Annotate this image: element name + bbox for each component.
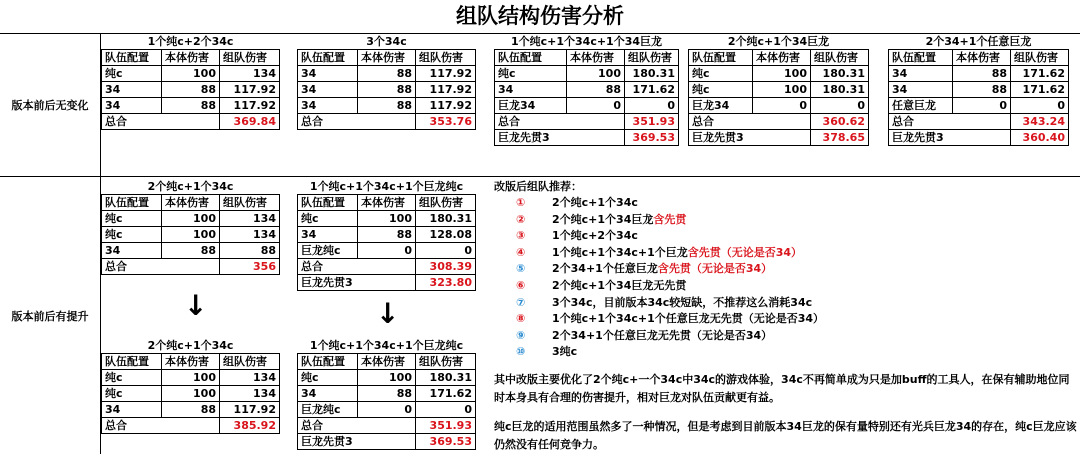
base-damage-cell: 0 bbox=[567, 98, 625, 114]
team-member-cell: 34 bbox=[298, 98, 358, 114]
extra-value: 369.53 bbox=[625, 130, 679, 146]
base-damage-cell: 88 bbox=[162, 402, 220, 418]
item-text: 2个纯c+1个34c bbox=[552, 196, 638, 209]
column-header: 队伍配置 bbox=[298, 50, 358, 66]
base-damage-cell: 100 bbox=[358, 211, 416, 227]
table-row bbox=[102, 370, 280, 386]
table-row bbox=[495, 98, 679, 114]
column-header: 组队伤害 bbox=[1011, 50, 1069, 66]
column-header: 本体伤害 bbox=[358, 50, 416, 66]
total-value: 385.92 bbox=[220, 418, 280, 434]
item-text: 1个纯c+2个34c bbox=[552, 229, 638, 243]
table-row bbox=[298, 402, 476, 418]
team-member-cell: 34 bbox=[495, 82, 567, 98]
team-damage-cell: 171.62 bbox=[1011, 82, 1069, 98]
table-caption: 2个纯c+1个34巨龙 bbox=[689, 34, 869, 50]
column-header: 队伍配置 bbox=[495, 50, 567, 66]
table-row bbox=[298, 211, 476, 227]
extra-value: 369.53 bbox=[416, 434, 476, 450]
row-divider bbox=[0, 176, 1080, 177]
item-number: ⑤ bbox=[516, 262, 526, 276]
table-row bbox=[889, 82, 1069, 98]
total-label: 总合 bbox=[889, 114, 1011, 130]
item-text: 3个34c，目前版本34c较短缺，不推荐这么消耗34c bbox=[552, 295, 813, 309]
column-header: 本体伤害 bbox=[953, 50, 1011, 66]
table-caption: 1个纯c+2个34c bbox=[102, 34, 280, 50]
table-row bbox=[298, 386, 476, 402]
base-damage-cell: 88 bbox=[162, 82, 220, 98]
table-row bbox=[889, 66, 1069, 82]
team-member-cell: 34 bbox=[298, 66, 358, 82]
recommendation-item bbox=[516, 311, 824, 328]
down-arrow-icon: ↓ bbox=[184, 289, 208, 322]
base-damage-cell: 88 bbox=[162, 98, 220, 114]
base-damage-cell: 88 bbox=[358, 227, 416, 243]
table-row bbox=[102, 402, 280, 418]
table-row bbox=[102, 243, 280, 259]
total-row bbox=[102, 418, 280, 434]
base-damage-cell: 0 bbox=[358, 402, 416, 418]
recommendation-item bbox=[516, 228, 824, 245]
item-text: 2个纯c+1个34巨龙 bbox=[552, 212, 654, 226]
base-damage-cell: 100 bbox=[162, 386, 220, 402]
table-caption: 2个纯c+1个34c bbox=[102, 179, 280, 195]
team-damage-cell: 0 bbox=[811, 98, 869, 114]
item-number: ⑨ bbox=[516, 328, 526, 342]
damage-table bbox=[688, 34, 869, 146]
total-label: 总合 bbox=[298, 259, 416, 275]
down-arrow-icon: ↓ bbox=[376, 297, 400, 330]
total-value: 351.93 bbox=[625, 114, 679, 130]
team-member-cell: 纯c bbox=[102, 211, 162, 227]
team-member-cell: 任意巨龙 bbox=[889, 98, 953, 114]
damage-table bbox=[101, 338, 280, 434]
team-damage-cell: 171.62 bbox=[625, 82, 679, 98]
team-member-cell: 34 bbox=[102, 243, 162, 259]
item-text: 2个34+1个任意巨龙 bbox=[552, 262, 658, 276]
row-label-improved: 版本前后有提升 bbox=[0, 177, 101, 454]
extra-row bbox=[889, 130, 1069, 146]
team-damage-cell: 180.31 bbox=[811, 82, 869, 98]
base-damage-cell: 100 bbox=[162, 370, 220, 386]
team-damage-cell: 117.92 bbox=[416, 66, 476, 82]
team-damage-cell: 171.62 bbox=[1011, 66, 1069, 82]
recommendation-list bbox=[516, 195, 824, 361]
item-number: ② bbox=[516, 212, 526, 226]
team-member-cell: 34 bbox=[298, 386, 358, 402]
total-row bbox=[298, 259, 476, 275]
extra-label: 巨龙先贯3 bbox=[298, 275, 416, 291]
base-damage-cell: 100 bbox=[567, 66, 625, 82]
team-member-cell: 34 bbox=[102, 82, 162, 98]
team-damage-cell: 117.92 bbox=[416, 98, 476, 114]
column-header: 组队伤害 bbox=[220, 50, 280, 66]
row-label-unchanged: 版本前后无变化 bbox=[0, 34, 101, 176]
column-header: 本体伤害 bbox=[358, 354, 416, 370]
table-row bbox=[298, 243, 476, 259]
team-damage-cell: 0 bbox=[416, 402, 476, 418]
damage-table bbox=[888, 34, 1069, 146]
column-header: 组队伤害 bbox=[625, 50, 679, 66]
total-value: 369.84 bbox=[220, 114, 280, 130]
item-number: ⑩ bbox=[516, 345, 526, 359]
damage-table bbox=[297, 338, 476, 450]
recommendation-item bbox=[516, 261, 824, 278]
recommendation-item bbox=[516, 344, 824, 361]
total-label: 总合 bbox=[298, 114, 416, 130]
table-row bbox=[298, 370, 476, 386]
base-damage-cell: 100 bbox=[358, 370, 416, 386]
damage-table bbox=[297, 179, 476, 291]
item-highlight: 含先贯 bbox=[653, 212, 687, 226]
team-member-cell: 34 bbox=[102, 402, 162, 418]
team-member-cell: 巨龙34 bbox=[689, 98, 753, 114]
item-text: 1个纯c+1个34c+1个巨龙 bbox=[552, 245, 688, 259]
column-header: 本体伤害 bbox=[567, 50, 625, 66]
column-header: 本体伤害 bbox=[162, 354, 220, 370]
table-caption: 1个纯c+1个34c+1个巨龙纯c bbox=[298, 338, 476, 354]
item-text: 3纯c bbox=[552, 345, 578, 359]
table-row bbox=[495, 66, 679, 82]
team-damage-cell: 180.31 bbox=[625, 66, 679, 82]
base-damage-cell: 88 bbox=[162, 243, 220, 259]
extra-label: 巨龙先贯3 bbox=[495, 130, 625, 146]
team-member-cell: 34 bbox=[889, 66, 953, 82]
column-header: 队伍配置 bbox=[102, 354, 162, 370]
column-header: 队伍配置 bbox=[102, 50, 162, 66]
total-row bbox=[298, 418, 476, 434]
team-member-cell: 纯c bbox=[298, 211, 358, 227]
column-header: 队伍配置 bbox=[889, 50, 953, 66]
table-row bbox=[102, 227, 280, 243]
team-member-cell: 纯c bbox=[102, 66, 162, 82]
total-row bbox=[889, 114, 1069, 130]
item-number: ④ bbox=[516, 245, 526, 259]
team-damage-cell: 180.31 bbox=[416, 370, 476, 386]
base-damage-cell: 88 bbox=[567, 82, 625, 98]
item-number: ⑥ bbox=[516, 278, 526, 292]
team-member-cell: 纯c bbox=[102, 386, 162, 402]
item-highlight: 含先贯（无论是否34） bbox=[687, 245, 803, 259]
recommendation-title: 改版后组队推荐： bbox=[494, 180, 582, 193]
team-damage-cell: 117.92 bbox=[220, 98, 280, 114]
total-value: 356 bbox=[220, 259, 280, 275]
total-label: 总合 bbox=[495, 114, 625, 130]
team-damage-cell: 88 bbox=[220, 243, 280, 259]
team-member-cell: 34 bbox=[889, 82, 953, 98]
damage-table bbox=[101, 34, 280, 130]
team-member-cell: 纯c bbox=[298, 370, 358, 386]
column-header: 队伍配置 bbox=[689, 50, 753, 66]
base-damage-cell: 88 bbox=[358, 82, 416, 98]
team-member-cell: 34 bbox=[298, 227, 358, 243]
recommendation-item bbox=[516, 212, 824, 229]
column-header: 本体伤害 bbox=[162, 50, 220, 66]
total-label: 总合 bbox=[689, 114, 811, 130]
team-damage-cell: 134 bbox=[220, 386, 280, 402]
team-damage-cell: 0 bbox=[1011, 98, 1069, 114]
item-number: ③ bbox=[516, 229, 526, 243]
team-damage-cell: 171.62 bbox=[416, 386, 476, 402]
column-header: 组队伤害 bbox=[416, 50, 476, 66]
table-caption: 2个34+1个任意巨龙 bbox=[889, 34, 1069, 50]
total-label: 总合 bbox=[102, 114, 220, 130]
table-caption: 1个纯c+1个34c+1个34巨龙 bbox=[495, 34, 679, 50]
base-damage-cell: 100 bbox=[162, 211, 220, 227]
table-row bbox=[102, 66, 280, 82]
base-damage-cell: 0 bbox=[358, 243, 416, 259]
column-header: 组队伤害 bbox=[220, 354, 280, 370]
table-row bbox=[298, 66, 476, 82]
extra-row bbox=[689, 130, 869, 146]
damage-table bbox=[494, 34, 679, 146]
extra-label: 巨龙先贯3 bbox=[889, 130, 1011, 146]
extra-row bbox=[298, 275, 476, 291]
team-member-cell: 纯c bbox=[689, 82, 753, 98]
column-header: 队伍配置 bbox=[298, 195, 358, 211]
total-value: 360.62 bbox=[811, 114, 869, 130]
table-row bbox=[102, 82, 280, 98]
extra-value: 323.80 bbox=[416, 275, 476, 291]
base-damage-cell: 100 bbox=[753, 66, 811, 82]
team-member-cell: 纯c bbox=[495, 66, 567, 82]
recommendation-item bbox=[516, 328, 824, 345]
team-damage-cell: 117.92 bbox=[220, 402, 280, 418]
base-damage-cell: 88 bbox=[358, 98, 416, 114]
column-header: 组队伤害 bbox=[220, 195, 280, 211]
table-caption: 1个纯c+1个34c+1个巨龙纯c bbox=[298, 179, 476, 195]
team-damage-cell: 134 bbox=[220, 227, 280, 243]
team-member-cell: 34 bbox=[298, 82, 358, 98]
table-row bbox=[495, 82, 679, 98]
team-member-cell: 纯c bbox=[102, 370, 162, 386]
extra-value: 360.40 bbox=[1011, 130, 1069, 146]
damage-table bbox=[101, 179, 280, 275]
team-damage-cell: 0 bbox=[416, 243, 476, 259]
team-damage-cell: 0 bbox=[625, 98, 679, 114]
total-value: 353.76 bbox=[416, 114, 476, 130]
item-number: ⑧ bbox=[516, 312, 526, 326]
team-member-cell: 纯c bbox=[102, 227, 162, 243]
base-damage-cell: 100 bbox=[162, 66, 220, 82]
base-damage-cell: 100 bbox=[162, 227, 220, 243]
page-title: 组队结构伤害分析 bbox=[0, 0, 1080, 34]
base-damage-cell: 88 bbox=[358, 386, 416, 402]
item-text: 2个34+1个任意巨龙无先贯（无论是否34） bbox=[552, 328, 773, 342]
extra-value: 378.65 bbox=[811, 130, 869, 146]
column-header: 本体伤害 bbox=[753, 50, 811, 66]
item-number: ① bbox=[516, 196, 526, 209]
table-row bbox=[102, 98, 280, 114]
team-damage-cell: 117.92 bbox=[220, 82, 280, 98]
item-highlight: 含先贯（无论是否34） bbox=[657, 262, 773, 276]
team-member-cell: 巨龙纯c bbox=[298, 243, 358, 259]
column-header: 组队伤害 bbox=[811, 50, 869, 66]
column-header: 队伍配置 bbox=[102, 195, 162, 211]
extra-row bbox=[495, 130, 679, 146]
base-damage-cell: 0 bbox=[753, 98, 811, 114]
recommendation-item bbox=[516, 278, 824, 295]
item-number: ⑦ bbox=[516, 295, 526, 309]
table-row bbox=[889, 98, 1069, 114]
extra-label: 巨龙先贯3 bbox=[689, 130, 811, 146]
base-damage-cell: 100 bbox=[753, 82, 811, 98]
table-row bbox=[298, 82, 476, 98]
team-damage-cell: 180.31 bbox=[416, 211, 476, 227]
total-value: 343.24 bbox=[1011, 114, 1069, 130]
table-row bbox=[689, 82, 869, 98]
team-damage-cell: 134 bbox=[220, 211, 280, 227]
total-row bbox=[689, 114, 869, 130]
column-header: 组队伤害 bbox=[416, 354, 476, 370]
total-value: 308.39 bbox=[416, 259, 476, 275]
column-header: 队伍配置 bbox=[298, 354, 358, 370]
table-row bbox=[298, 98, 476, 114]
team-damage-cell: 117.92 bbox=[416, 82, 476, 98]
table-caption: 2个纯c+1个34c bbox=[102, 338, 280, 354]
table-row bbox=[102, 211, 280, 227]
team-member-cell: 巨龙纯c bbox=[298, 402, 358, 418]
team-member-cell: 34 bbox=[102, 98, 162, 114]
team-damage-cell: 128.08 bbox=[416, 227, 476, 243]
total-row bbox=[102, 114, 280, 130]
damage-table bbox=[297, 34, 476, 130]
recommendation-item bbox=[516, 245, 824, 262]
analysis-paragraph-2: 纯c巨龙的适用范围虽然多了一种情况，但是考虑到目前版本34巨龙的保有量特别还有光兵巨龙34的存在，纯c巨龙应该仍然没有任何竞争力。 bbox=[494, 420, 1077, 451]
team-damage-cell: 134 bbox=[220, 66, 280, 82]
team-member-cell: 纯c bbox=[689, 66, 753, 82]
item-text: 2个纯c+1个34巨龙无先贯 bbox=[552, 278, 687, 292]
recommendation-item bbox=[516, 295, 824, 312]
base-damage-cell: 88 bbox=[358, 66, 416, 82]
base-damage-cell: 88 bbox=[953, 66, 1011, 82]
extra-row bbox=[298, 434, 476, 450]
base-damage-cell: 0 bbox=[953, 98, 1011, 114]
base-damage-cell: 88 bbox=[953, 82, 1011, 98]
team-member-cell: 巨龙34 bbox=[495, 98, 567, 114]
table-row bbox=[689, 66, 869, 82]
column-header: 本体伤害 bbox=[162, 195, 220, 211]
column-header: 组队伤害 bbox=[416, 195, 476, 211]
team-damage-cell: 134 bbox=[220, 370, 280, 386]
recommendation-item bbox=[516, 195, 824, 212]
total-value: 351.93 bbox=[416, 418, 476, 434]
analysis-paragraph-1: 其中改版主要优化了2个纯c+一个34c中34c的游戏体验，34c不再简单成为只是加buff的工具人，在保有辅助地位同时本身具有合理的伤害提升，相对巨龙对队伍贡献更有益。 bbox=[494, 373, 1070, 404]
table-row bbox=[689, 98, 869, 114]
total-label: 总合 bbox=[102, 418, 220, 434]
table-row bbox=[102, 386, 280, 402]
team-damage-cell: 180.31 bbox=[811, 66, 869, 82]
total-row bbox=[495, 114, 679, 130]
column-header: 本体伤害 bbox=[358, 195, 416, 211]
total-row bbox=[298, 114, 476, 130]
extra-label: 巨龙先贯3 bbox=[298, 434, 416, 450]
total-label: 总合 bbox=[102, 259, 220, 275]
total-label: 总合 bbox=[298, 418, 416, 434]
table-row bbox=[298, 227, 476, 243]
total-row bbox=[102, 259, 280, 275]
table-caption: 3个34c bbox=[298, 34, 476, 50]
item-text: 1个纯c+1个34c+1个任意巨龙无先贯（无论是否34） bbox=[552, 312, 825, 326]
